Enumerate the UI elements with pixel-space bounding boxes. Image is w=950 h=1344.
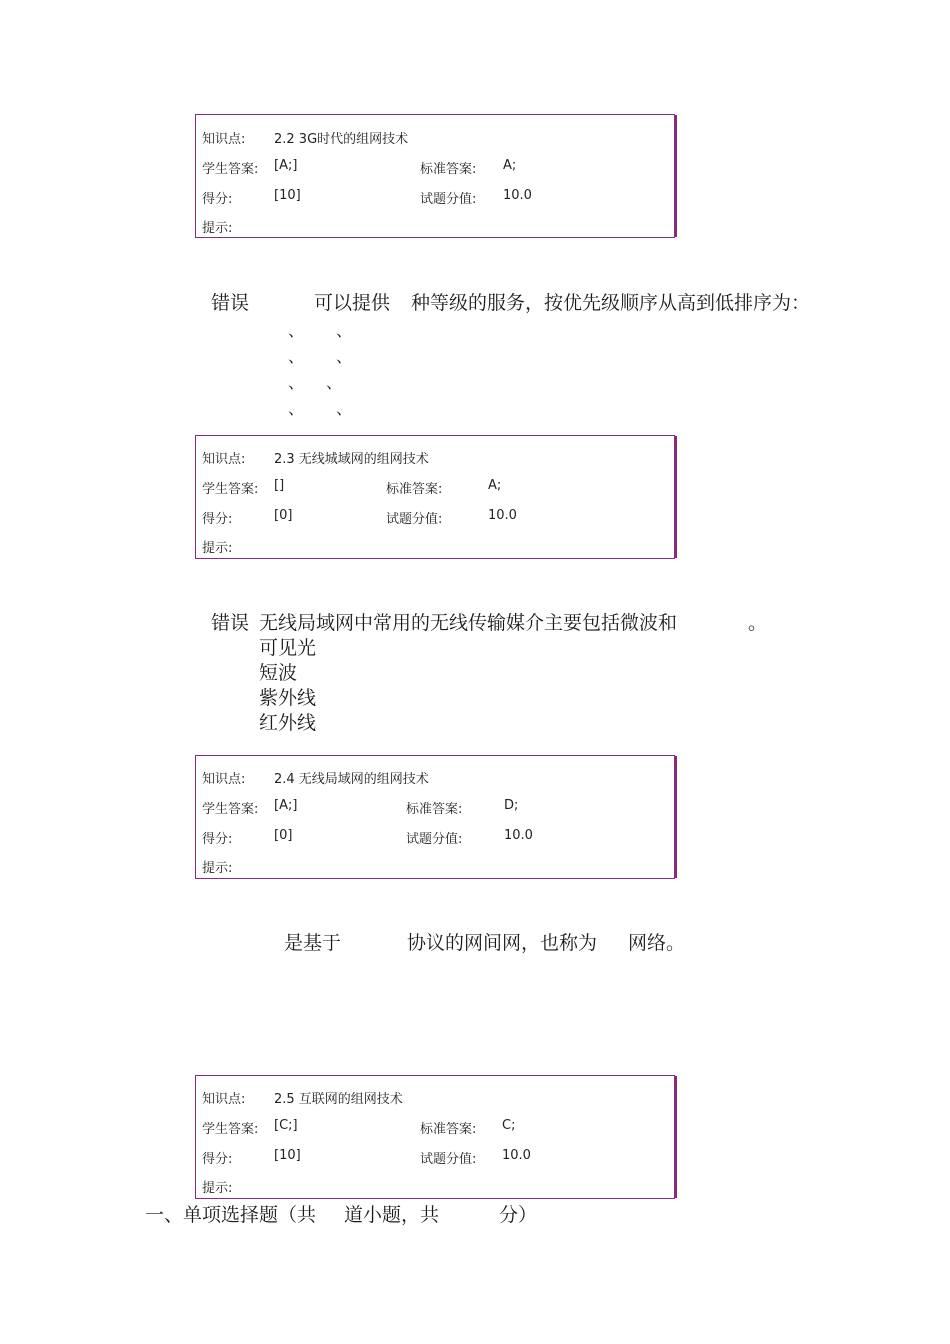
q2-option: 短波 — [259, 662, 298, 684]
score-value: [10] — [274, 1148, 301, 1163]
q1-text-part2: 种等级的服务，按优先级顺序从高到低排序为： — [411, 292, 811, 314]
answer-box-2 — [195, 435, 675, 559]
full-score-label: 试题分值: — [406, 832, 463, 847]
full-score-label: 试题分值: — [420, 1152, 477, 1167]
q3-text-part1: 是基于 — [284, 932, 342, 954]
q2-option: 紫外线 — [259, 687, 317, 709]
standard-answer-label: 标准答案: — [386, 482, 443, 497]
standard-answer-value: A; — [503, 158, 517, 173]
score-label: 得分: — [202, 192, 233, 207]
full-score-value: 10.0 — [502, 1148, 531, 1163]
student-answer-label: 学生答案: — [202, 1122, 259, 1137]
q2-status: 错误 — [211, 612, 250, 634]
hint-label: 提示: — [202, 221, 233, 236]
q1-mark: 、 — [336, 321, 353, 340]
student-answer-value: [] — [274, 478, 285, 493]
q1-mark: 、 — [326, 373, 343, 392]
score-label: 得分: — [202, 512, 233, 527]
section-heading-part3: 分） — [499, 1204, 538, 1226]
answer-box-4 — [195, 1075, 675, 1199]
section-heading-part1: 一、单项选择题（共 — [145, 1204, 317, 1226]
knowledge-label: 知识点: — [202, 772, 246, 787]
q2-text: 无线局域网中常用的无线传输媒介主要包括微波和 — [259, 612, 678, 634]
hint-label: 提示: — [202, 1181, 233, 1196]
q1-mark: 、 — [336, 347, 353, 366]
student-answer-value: [A;] — [274, 158, 298, 173]
knowledge-label: 知识点: — [202, 452, 246, 467]
q1-mark: 、 — [288, 373, 305, 392]
answer-box-1 — [195, 114, 675, 238]
student-answer-label: 学生答案: — [202, 802, 259, 817]
knowledge-value: 2.3 无线城域网的组网技术 — [274, 452, 429, 467]
q1-mark: 、 — [288, 347, 305, 366]
standard-answer-label: 标准答案: — [406, 802, 463, 817]
full-score-label: 试题分值: — [386, 512, 443, 527]
q3-text-part3: 网络。 — [628, 932, 686, 954]
q2-end: 。 — [748, 612, 768, 634]
hint-label: 提示: — [202, 861, 233, 876]
score-label: 得分: — [202, 1152, 233, 1167]
knowledge-value: 2.4 无线局域网的组网技术 — [274, 772, 429, 787]
student-answer-value: [C;] — [274, 1118, 298, 1133]
q2-option: 红外线 — [259, 712, 317, 734]
full-score-value: 10.0 — [503, 188, 532, 203]
student-answer-value: [A;] — [274, 798, 298, 813]
score-value: [0] — [274, 828, 293, 843]
knowledge-label: 知识点: — [202, 1092, 246, 1107]
score-label: 得分: — [202, 832, 233, 847]
q1-status: 错误 — [211, 292, 250, 314]
knowledge-label: 知识点: — [202, 132, 246, 147]
knowledge-value: 2.5 互联网的组网技术 — [274, 1092, 403, 1107]
standard-answer-label: 标准答案: — [420, 162, 477, 177]
q3-text-part2: 协议的网间网，也称为 — [407, 932, 598, 954]
standard-answer-value: D; — [504, 798, 519, 813]
standard-answer-label: 标准答案: — [420, 1122, 477, 1137]
q2-option: 可见光 — [259, 637, 317, 659]
full-score-value: 10.0 — [488, 508, 517, 523]
section-heading-part2: 道小题，共 — [344, 1204, 440, 1226]
answer-box-3 — [195, 755, 675, 879]
student-answer-label: 学生答案: — [202, 162, 259, 177]
standard-answer-value: A; — [488, 478, 502, 493]
q1-mark: 、 — [288, 321, 305, 340]
standard-answer-value: C; — [502, 1118, 516, 1133]
q1-text-part1: 可以提供 — [314, 292, 391, 314]
full-score-label: 试题分值: — [420, 192, 477, 207]
q1-mark: 、 — [288, 399, 305, 418]
hint-label: 提示: — [202, 541, 233, 556]
score-value: [0] — [274, 508, 293, 523]
q1-mark: 、 — [336, 399, 353, 418]
full-score-value: 10.0 — [504, 828, 533, 843]
student-answer-label: 学生答案: — [202, 482, 259, 497]
score-value: [10] — [274, 188, 301, 203]
knowledge-value: 2.2 3G时代的组网技术 — [274, 132, 409, 147]
